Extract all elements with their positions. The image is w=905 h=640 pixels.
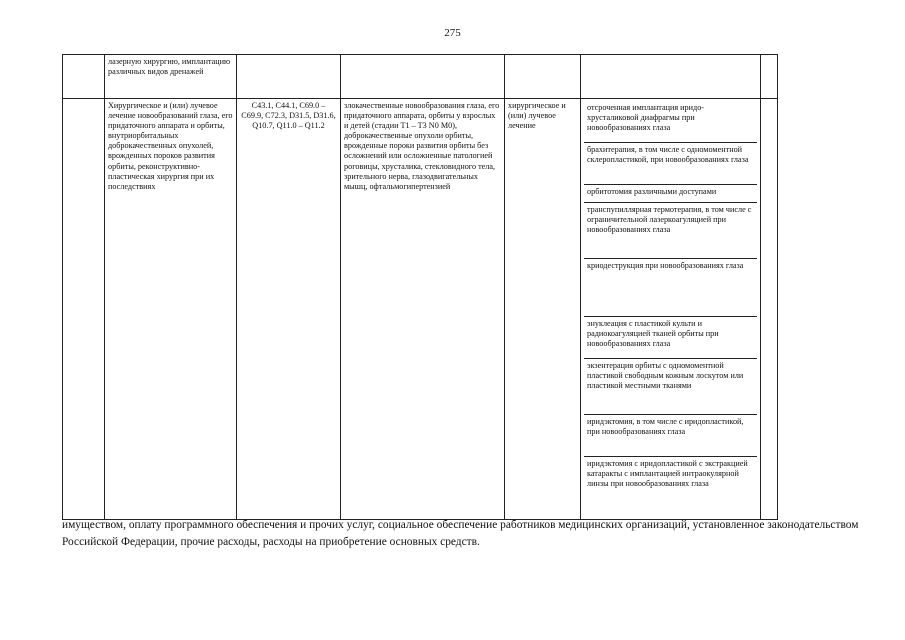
care-table [62, 54, 778, 520]
description-cell: Хирургическое и (или) лучевое лечение новообразований глаза, его придаточного аппарата и орбиты, внутриорбитальных доброкачественных опухолей, врожденных пороков развития орбиты, реконструктивно-пластическая хирургия при их последствиях [105, 99, 237, 520]
table-row [63, 99, 778, 520]
treatment-type-cell [505, 99, 581, 520]
codes-cell [237, 55, 341, 99]
number-cell [63, 99, 105, 520]
method-item: транспупиллярная термотерапия, в том числе с ограничительной лазеркоагуляцией при новообразованиях глаза [584, 203, 757, 259]
methods-cell [581, 99, 761, 520]
method-item: брахитерапия, в том числе с одномоментной склеропластикой, при новообразованиях глаза [584, 143, 757, 185]
footer-paragraph: имуществом, оплату программного обеспечения и прочих услуг, социальное обеспечение работников медицинских организаций, установленное законодательством Российской Федерации, прочие расходы, расходы на приобретение основных средств. [62, 519, 859, 548]
method-cell [581, 55, 761, 99]
treatment-type-cell [505, 55, 581, 99]
method-item: орбитотомия различными доступами [584, 185, 757, 203]
method-item: иридэктомия, в том числе с иридопластикой, при новообразованиях глаза [584, 415, 757, 457]
method-item: криодеструкция при новообразованиях глаза [584, 259, 757, 317]
method-item: отсроченная имплантация иридо-хрусталиковой диафрагмы при новообразованиях глаза [584, 101, 757, 143]
description-cell: лазерную хирургию, имплантацию различных видов дренажей [105, 55, 237, 99]
page-number: 275 [444, 27, 461, 39]
methods-list [584, 101, 757, 517]
method-item: иридэктомия с иридопластикой с экстракцией катаракты с имплантацией интраокулярной линзы при новообразованиях глаза [587, 459, 748, 489]
model-cell: злокачественные новообразования глаза, его придаточного аппарата, орбиты у взрослых и детей (стадии T1 – T3 N0 M0), доброкачественные опухоли орбиты, врожденные пороки развития орбиты без осложнений или осложненные патологией роговицы, хрусталика, стекловидного тела, зрительного нерва, глазодвигательных мышц, офтальмогипертензией [341, 99, 505, 520]
method-item: энуклеация с пластикой культи и радиокоагуляцией тканей орбиты при новообразованиях глаза [584, 317, 757, 359]
model-cell [341, 55, 505, 99]
table-row [63, 55, 778, 99]
codes-cell: C43.1, C44.1, C69.0 – C69.9, C72.3, D31.5, D31.6, Q10.7, Q11.0 – Q11.2 [237, 99, 341, 520]
cost-cell [761, 99, 778, 520]
cost-cell [761, 55, 778, 99]
treatment-type-text: хирургическое и (или) лучевое лечение [508, 101, 566, 131]
method-item: экзентерация орбиты с одномоментной пластикой свободным кожным лоскутом или пластикой местными тканями [584, 359, 757, 415]
number-cell [63, 55, 105, 99]
